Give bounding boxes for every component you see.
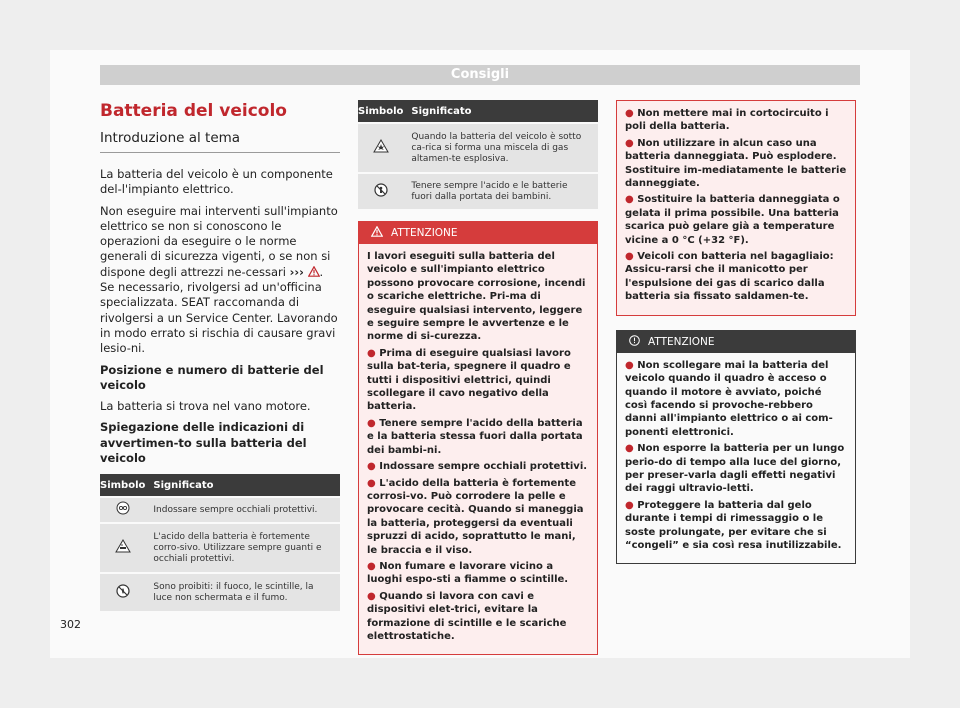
table-row: [100, 523, 340, 573]
table-header-symbol: Simbolo: [100, 474, 145, 497]
list-item: ● Non utilizzare in alcun caso una batteria danneggiata. Può esplodere. Sostituire im-mediatamente le batterie danneggiate.: [625, 137, 847, 190]
page-number: 302: [60, 618, 81, 631]
list-item: ● Tenere sempre l'acido della batteria e la batteria stessa fuori dalla portata dei bambi-ni.: [367, 417, 583, 456]
table-header-symbol: Simbolo: [358, 100, 403, 123]
explosive-icon: [373, 139, 389, 153]
warning-labels-heading: Spiegazione delle indicazioni di avvertimen-to sulla batteria del veicolo: [100, 420, 307, 466]
info-circle-icon: [629, 335, 640, 346]
acid-corrosive-icon: [115, 539, 131, 553]
no-fire-icon: [116, 584, 130, 598]
table-cell-meaning: L'acido della batteria è fortemente corro-sivo. Utilizzare sempre guanti e occhiali protettivi.: [145, 523, 340, 573]
list-item: ● Prima di eseguire qualsiasi lavoro sulla bat-teria, spegnere il quadro e tutti i dispositivi elettrici, quindi scollegare il cavo negativo della batteria.: [367, 347, 571, 413]
table-row: [100, 497, 340, 523]
safety-paragraph-part-b: . Se necessario, rivolgersi ad un'officina specializzata. SEAT raccomanda di rivolgersi a un Service Center. Lavorando in modo errato si rischia di causare gravi lesio-ni.: [100, 264, 338, 356]
list-item: ● Non mettere mai in cortocircuito i poli della batteria.: [625, 108, 829, 133]
table-row: [358, 123, 598, 173]
list-item: ● Proteggere la batteria dal gelo durante i tempi di rimessaggio o le soste prolungate, per evitare che si “congeli” e sia così resa inutilizzabile.: [625, 499, 842, 551]
warning-header: [359, 222, 597, 244]
manual-page: [50, 50, 910, 658]
warning-triangle-icon: [308, 266, 320, 277]
list-item: ● Sostituire la batteria danneggiata o gelata il prima possibile. Una batteria scarica può gelare già a temperature vicine a 0 °C (+32 °F).: [625, 194, 840, 246]
keep-away-children-icon: [374, 183, 388, 197]
table-row: [358, 173, 598, 209]
warning-intro: I lavori eseguiti sulla batteria del veicolo e sull'impianto elettrico possono provocare corrosione, incendi o scariche elettriche. Pri-ma di eseguire qualsiasi intervento, leggere e seguire sempre le avvertenze e le norme di si-curezza.: [367, 251, 586, 343]
right-column: [616, 100, 856, 564]
list-item: ● Indossare sempre occhiali protettivi.: [367, 461, 588, 473]
table-cell-meaning: Indossare sempre occhiali protettivi.: [145, 497, 340, 523]
page-subtitle: Introduzione al tema: [100, 130, 340, 153]
table-cell-meaning: Tenere sempre l'acido e le batterie fuori dalla portata dei bambini.: [403, 173, 598, 209]
list-item: ● Non scollegare mai la batteria del veicolo quando il quadro è acceso o quando il motore è avviato, poiché così facendo si provoche-rebbero danni all'impianto elettrico o ai com-ponenti elettronici.: [625, 359, 833, 438]
table-header-meaning: Significato: [403, 100, 598, 123]
table-cell-meaning: Sono proibiti: il fuoco, le scintille, la luce non schermata e il fumo.: [145, 573, 340, 611]
caution-body: [617, 353, 855, 564]
warning-body-continued: [617, 101, 855, 315]
section-header: Consigli: [100, 65, 860, 85]
list-item: ● Non esporre la batteria per un lungo perio-do di tempo alla luce del giorno, per preser-varla dagli effetti negativi dei raggi ultravio-letti.: [625, 443, 845, 495]
warning-box-continued: [616, 100, 856, 316]
caution-box: [616, 330, 856, 565]
middle-column: [358, 100, 598, 655]
table-cell-meaning: Quando la batteria del veicolo è sotto ca-rica si forma una miscela di gas altamen-te esplosiva.: [403, 123, 598, 173]
warning-triangle-icon: [371, 226, 383, 237]
goggles-icon: [116, 501, 130, 515]
list-item: ● Non fumare e lavorare vicino a luoghi espo-sti a fiamme o scintille.: [367, 560, 569, 586]
battery-position-text: La batteria si trova nel vano motore.: [100, 399, 311, 414]
warning-label: ATTENZIONE: [391, 227, 458, 239]
cross-reference-arrow: ›››: [289, 264, 304, 279]
symbol-table-1: [100, 474, 340, 611]
intro-paragraph: La batteria del veicolo è un componente del-l'impianto elettrico.: [100, 167, 333, 197]
table-header-meaning: Significato: [145, 474, 340, 497]
battery-position-heading: Posizione e numero di batterie del veicolo: [100, 362, 324, 392]
list-item: ● L'acido della batteria è fortemente corrosi-vo. Può corrodere la pelle e provocare cecità. Quando si maneggia la batteria, proteggersi da eventuali spruzzi di acido, soprattutto le mani, le braccia e il viso.: [367, 477, 584, 556]
warning-box: [358, 221, 598, 655]
caution-label: ATTENZIONE: [648, 335, 715, 348]
symbol-table-2: [358, 100, 598, 209]
warning-body: [359, 244, 597, 654]
table-row: [100, 573, 340, 611]
list-item: ● Quando si lavora con cavi e dispositivi elet-trici, evitare la formazione di scintille e le scariche elettrostatiche.: [367, 590, 567, 642]
safety-paragraph: [100, 204, 340, 357]
list-item: ● Veicoli con batteria nel bagagliaio: Assicu-rarsi che il manicotto per l'espulsione dei gas di scarico dalla batteria sia fissato saldamen-te.: [625, 251, 834, 303]
safety-paragraph-part-a: Non eseguire mai interventi sull'impianto elettrico se non si conoscono le operazioni da eseguire o le norme generali di sicurezza vigenti, o se non si dispone degli attrezzi ne-cessari: [100, 203, 338, 279]
page-title: Batteria del veicolo: [100, 101, 287, 121]
caution-header: [617, 331, 855, 353]
left-column: [100, 100, 340, 611]
